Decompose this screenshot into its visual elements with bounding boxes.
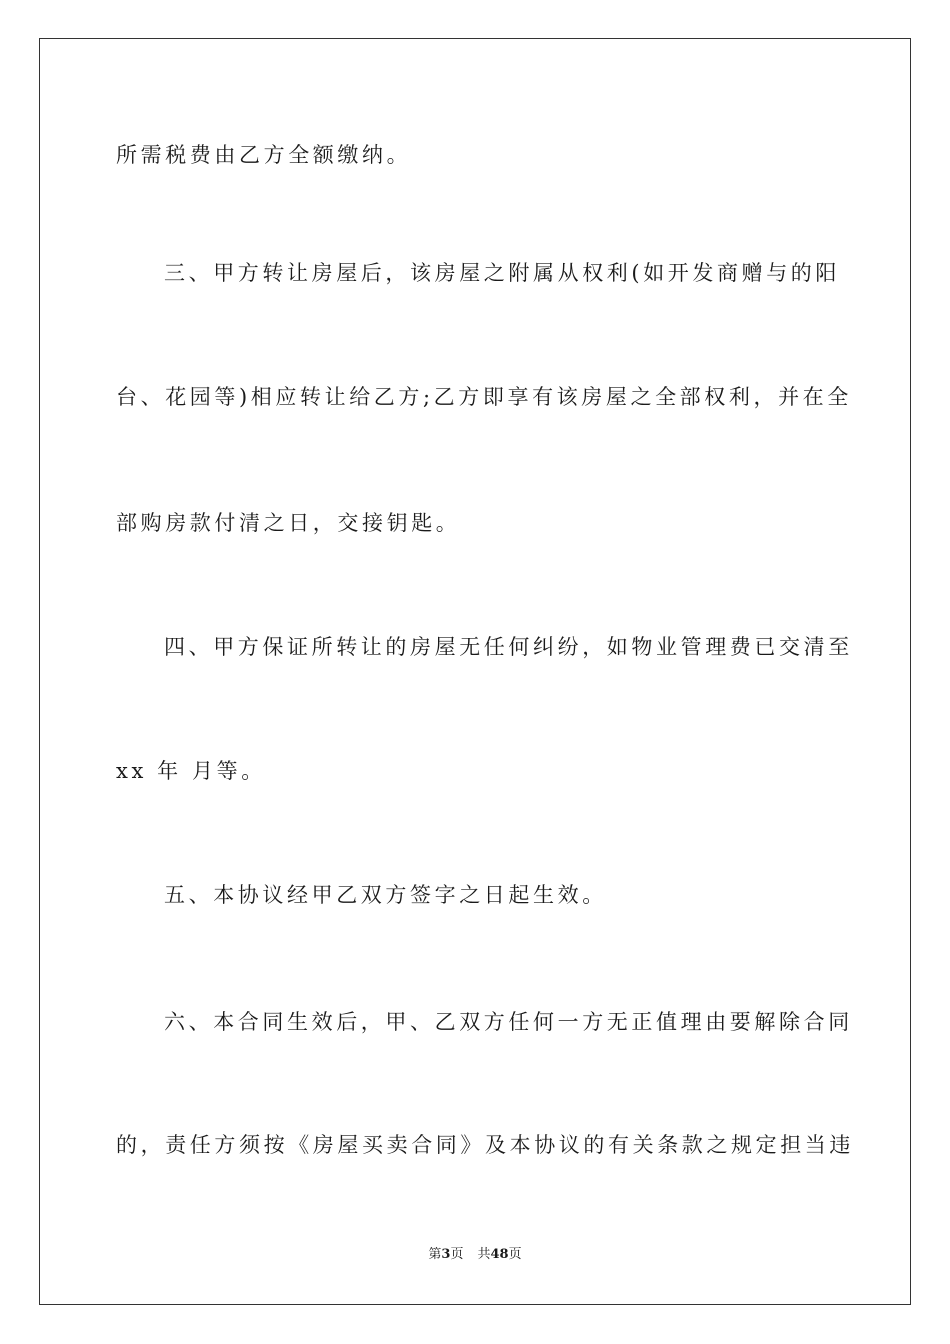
text-line-9: 的，责任方须按《房屋买卖合同》及本协议的有关条款之规定担当违 bbox=[116, 1133, 854, 1157]
page-footer bbox=[0, 1246, 950, 1264]
text-line-8: 六、本合同生效后，甲、乙双方任何一方无正值理由要解除合同 bbox=[164, 1010, 853, 1034]
text-line-4: 部购房款付清之日，交接钥匙。 bbox=[116, 511, 461, 535]
footer-total-prefix: 共 bbox=[477, 1247, 491, 1262]
text-line-2: 三、甲方转让房屋后，该房屋之附属从权利(如开发商赠与的阳 bbox=[164, 261, 840, 285]
footer-page-suffix: 页 bbox=[450, 1247, 464, 1262]
footer-page-number: 3 bbox=[441, 1247, 451, 1262]
text-line-6: xx 年 月等。 bbox=[116, 759, 266, 783]
footer-page-prefix: 第 bbox=[428, 1247, 442, 1262]
text-line-1: 所需税费由乙方全额缴纳。 bbox=[116, 143, 412, 167]
text-line-3: 台、花园等)相应转让给乙方;乙方即享有该房屋之全部权利，并在全 bbox=[116, 385, 852, 409]
page-border bbox=[39, 38, 911, 1305]
text-line-7: 五、本协议经甲乙双方签字之日起生效。 bbox=[164, 883, 607, 907]
text-line-5: 四、甲方保证所转让的房屋无任何纠纷，如物业管理费已交清至 bbox=[164, 635, 853, 659]
footer-total-pages: 48 bbox=[490, 1247, 509, 1262]
footer-total-suffix: 页 bbox=[508, 1247, 522, 1262]
